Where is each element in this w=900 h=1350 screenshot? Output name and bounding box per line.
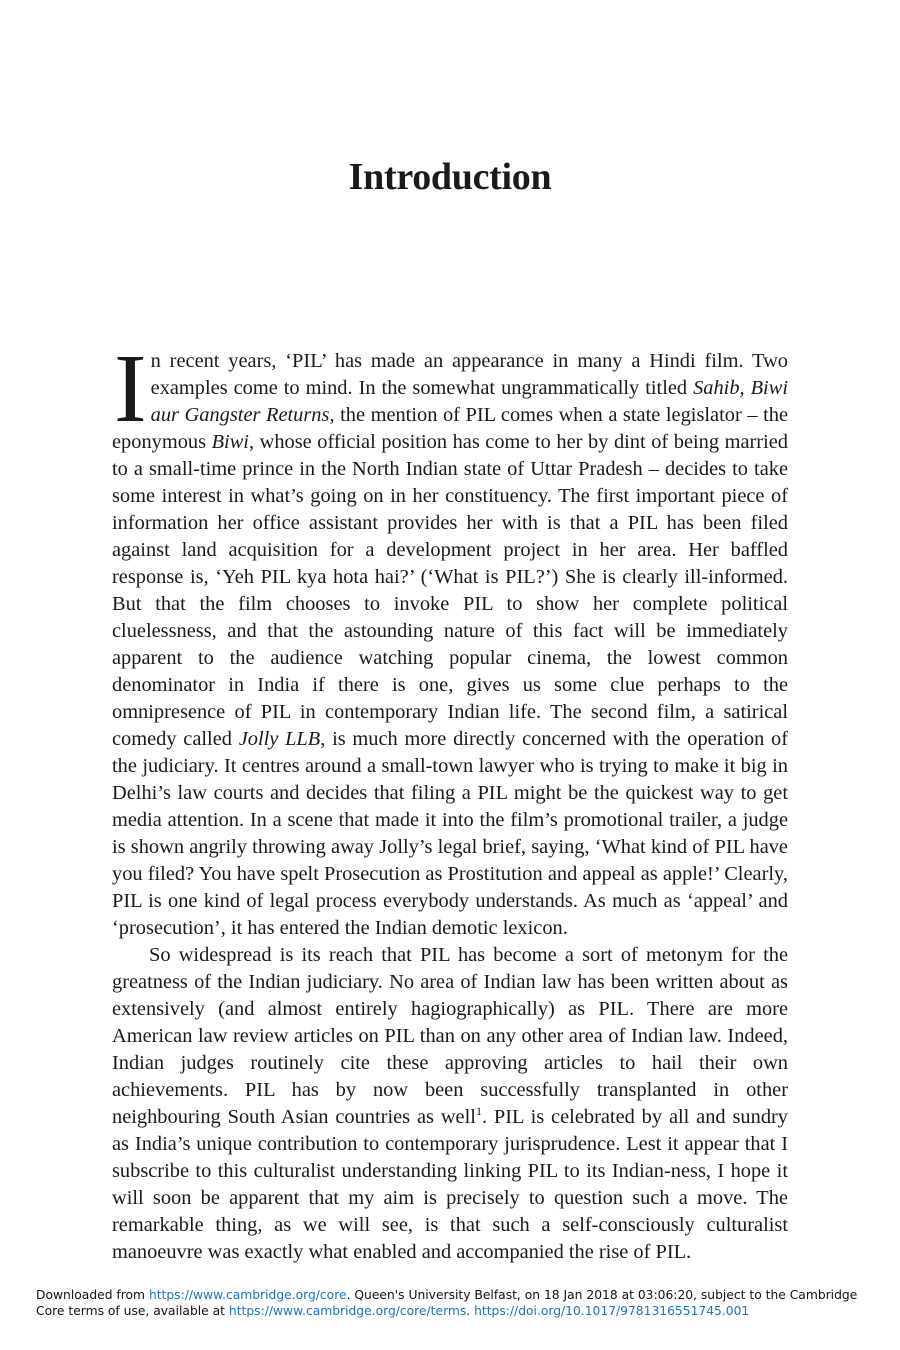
footer-text-1: Downloaded from	[36, 1288, 149, 1302]
paragraph-1-text-1: n recent years, ‘PIL’ has made an appearance in many a Hindi film. Two examples come to mind. In the somewhat ungrammatically titled	[150, 350, 788, 399]
footer-text-3: .	[466, 1304, 475, 1318]
body-text	[112, 335, 788, 1266]
paragraph-2	[112, 942, 788, 1266]
paragraph-1-text-3: , whose official position has come to her by dint of being married to a small-time prince in the North Indian state of Uttar Pradesh – decides to take some interest in what’s going on in her constituency. The first important piece of information her office assistant provides her with is that a PIL has been filed against land acquisition for a development project in her area. Her baffled response is, ‘Yeh PIL kya hota hai?’ (‘What is PIL?’) She is clearly ill-informed. But that the film chooses to invoke PIL to show her complete political cluelessness, and that the astounding nature of this fact will be immediately apparent to the audience watching popular cinema, the lowest common denominator in India if there is one, gives us some clue perhaps to the omnipresence of PIL in contemporary Indian life. The second film, a satirical comedy called	[112, 431, 788, 750]
page-title: Introduction	[348, 156, 552, 198]
film-title-jolly-llb: Jolly LLB	[238, 728, 321, 750]
download-footer	[36, 1287, 876, 1319]
paragraph-2-text-2: . PIL is celebrated by all and sundry as India’s unique contribution to contemporary jurisprudence. Lest it appear that I subscribe to this culturalist understanding linking PIL to its Indian-ness, I hope it will soon be apparent that my aim is precisely to question such a move. The remarkable thing, as we will see, is that such a self-consciously culturalist manoeuvre was exactly what enabled and accompanied the rise of PIL.	[112, 1106, 788, 1263]
paragraph-1-text-2: , the mention of PIL comes when a state legislator – the eponymous	[112, 404, 788, 453]
footnote-reference[interactable]: 1	[475, 1104, 482, 1118]
paragraph-1-text-4: , is much more directly concerned with the operation of the judiciary. It centres around a small-town lawyer who is trying to make it big in Delhi’s law courts and decides that filing a PIL might be the quickest way to get media attention. In a scene that made it into the film’s promotional trailer, a judge is shown angrily throwing away Jolly’s legal brief, saying, ‘What kind of PIL have you filed? You have spelt Prosecution as Prostitution and appeal as apple!’ Clearly, PIL is one kind of legal process everybody understands. As much as ‘appeal’ and ‘prosecution’, it has entered the Indian demotic lexicon.	[112, 728, 788, 939]
footer-text-2: . Queen's University Belfast, on 18 Jan 2018 at 03:06:20, subject to the Cambridge Core terms of use, available at	[36, 1288, 858, 1318]
paragraph-1	[112, 335, 788, 942]
paragraph-2-text-1: So widespread is its reach that PIL has become a sort of metonym for the greatness of the Indian judiciary. No area of Indian law has been written about as extensively (and almost entirely hagiographically) as PIL. There are more American law review articles on PIL than on any other area of Indian law. Indeed, Indian judges routinely cite these approving articles to hail their own achievements. PIL has by now been successfully transplanted in other neighbouring South Asian countries as well	[112, 944, 788, 1128]
italic-biwi: Biwi	[211, 431, 249, 453]
terms-link[interactable]: https://www.cambridge.org/core/terms	[228, 1304, 467, 1318]
drop-cap: I	[114, 335, 147, 443]
cambridge-core-link[interactable]: https://www.cambridge.org/core	[148, 1288, 347, 1302]
doi-link[interactable]: https://doi.org/10.1017/9781316551745.001	[474, 1304, 750, 1318]
film-title-sahib-biwi: Sahib, Biwi aur Gangster Returns	[150, 377, 788, 426]
